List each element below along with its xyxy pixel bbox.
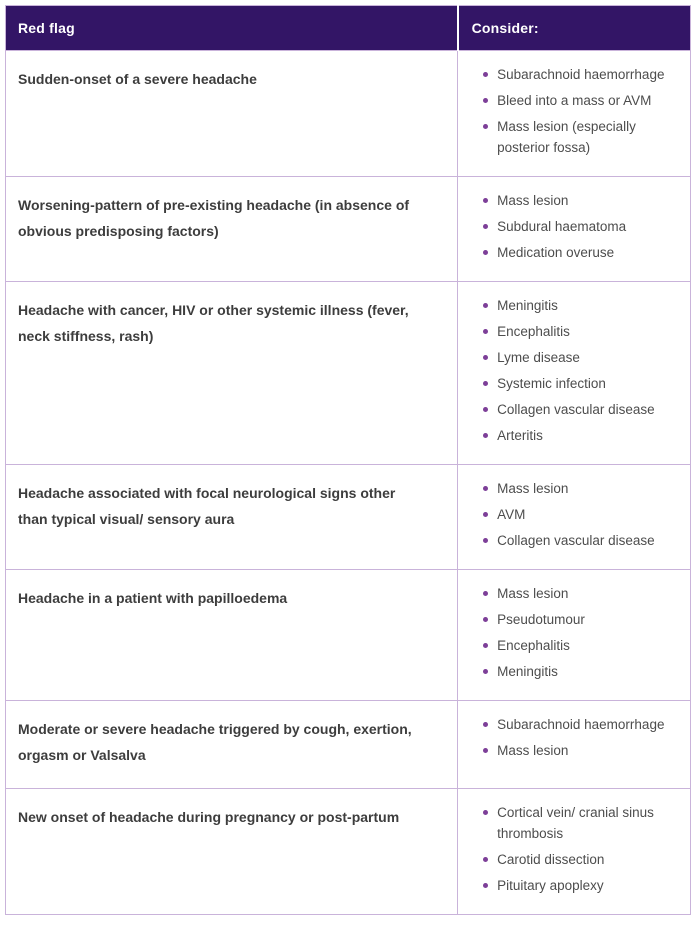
table-row: [6, 177, 691, 282]
consider-item: Cortical vein/ cranial sinus thrombosis: [482, 802, 676, 844]
consider-item: Subdural haematoma: [482, 216, 676, 237]
column-header-consider: Consider:: [458, 6, 691, 51]
red-flag-table-container: [5, 5, 691, 915]
consider-item: Encephalitis: [482, 635, 676, 656]
table-row: [6, 465, 691, 570]
consider-item: AVM: [482, 504, 676, 525]
consider-cell: [458, 465, 691, 570]
consider-item: Lyme disease: [482, 347, 676, 368]
consider-list: [482, 295, 676, 446]
consider-cell: [458, 51, 691, 177]
consider-cell: [458, 282, 691, 465]
consider-item: Collagen vascular disease: [482, 399, 676, 420]
consider-item: Subarachnoid haemorrhage: [482, 64, 676, 85]
red-flag-cell: Moderate or severe headache triggered by cough, exertion, orgasm or Valsalva: [6, 701, 458, 789]
consider-cell: [458, 177, 691, 282]
table-body: [6, 51, 691, 915]
consider-item: Mass lesion: [482, 740, 676, 761]
consider-list: [482, 478, 676, 551]
table-row: [6, 282, 691, 465]
consider-list: [482, 64, 676, 158]
consider-cell: [458, 789, 691, 915]
consider-list: [482, 583, 676, 682]
consider-item: Mass lesion: [482, 478, 676, 499]
red-flag-cell: Headache associated with focal neurological signs other than typical visual/ sensory aura: [6, 465, 458, 570]
table-row: [6, 701, 691, 789]
header-row: [6, 6, 691, 51]
column-header-red-flag: Red flag: [6, 6, 458, 51]
table-row: [6, 789, 691, 915]
table-row: [6, 51, 691, 177]
table-row: [6, 570, 691, 701]
consider-cell: [458, 701, 691, 789]
red-flag-cell: New onset of headache during pregnancy or post-partum: [6, 789, 458, 915]
red-flag-cell: Worsening-pattern of pre-existing headache (in absence of obvious predisposing factors): [6, 177, 458, 282]
red-flag-table: [5, 5, 691, 915]
consider-item: Bleed into a mass or AVM: [482, 90, 676, 111]
consider-item: Collagen vascular disease: [482, 530, 676, 551]
red-flag-cell: Sudden-onset of a severe headache: [6, 51, 458, 177]
consider-item: Arteritis: [482, 425, 676, 446]
table-header: [6, 6, 691, 51]
consider-item: Meningitis: [482, 661, 676, 682]
consider-item: Systemic infection: [482, 373, 676, 394]
consider-item: Carotid dissection: [482, 849, 676, 870]
consider-list: [482, 802, 676, 896]
consider-item: Meningitis: [482, 295, 676, 316]
consider-cell: [458, 570, 691, 701]
consider-item: Pseudotumour: [482, 609, 676, 630]
consider-item: Mass lesion: [482, 583, 676, 604]
consider-item: Medication overuse: [482, 242, 676, 263]
consider-list: [482, 190, 676, 263]
consider-list: [482, 714, 676, 761]
red-flag-cell: Headache in a patient with papilloedema: [6, 570, 458, 701]
consider-item: Mass lesion (especially posterior fossa): [482, 116, 676, 158]
consider-item: Pituitary apoplexy: [482, 875, 676, 896]
consider-item: Mass lesion: [482, 190, 676, 211]
consider-item: Encephalitis: [482, 321, 676, 342]
red-flag-cell: Headache with cancer, HIV or other systemic illness (fever, neck stiffness, rash): [6, 282, 458, 465]
consider-item: Subarachnoid haemorrhage: [482, 714, 676, 735]
